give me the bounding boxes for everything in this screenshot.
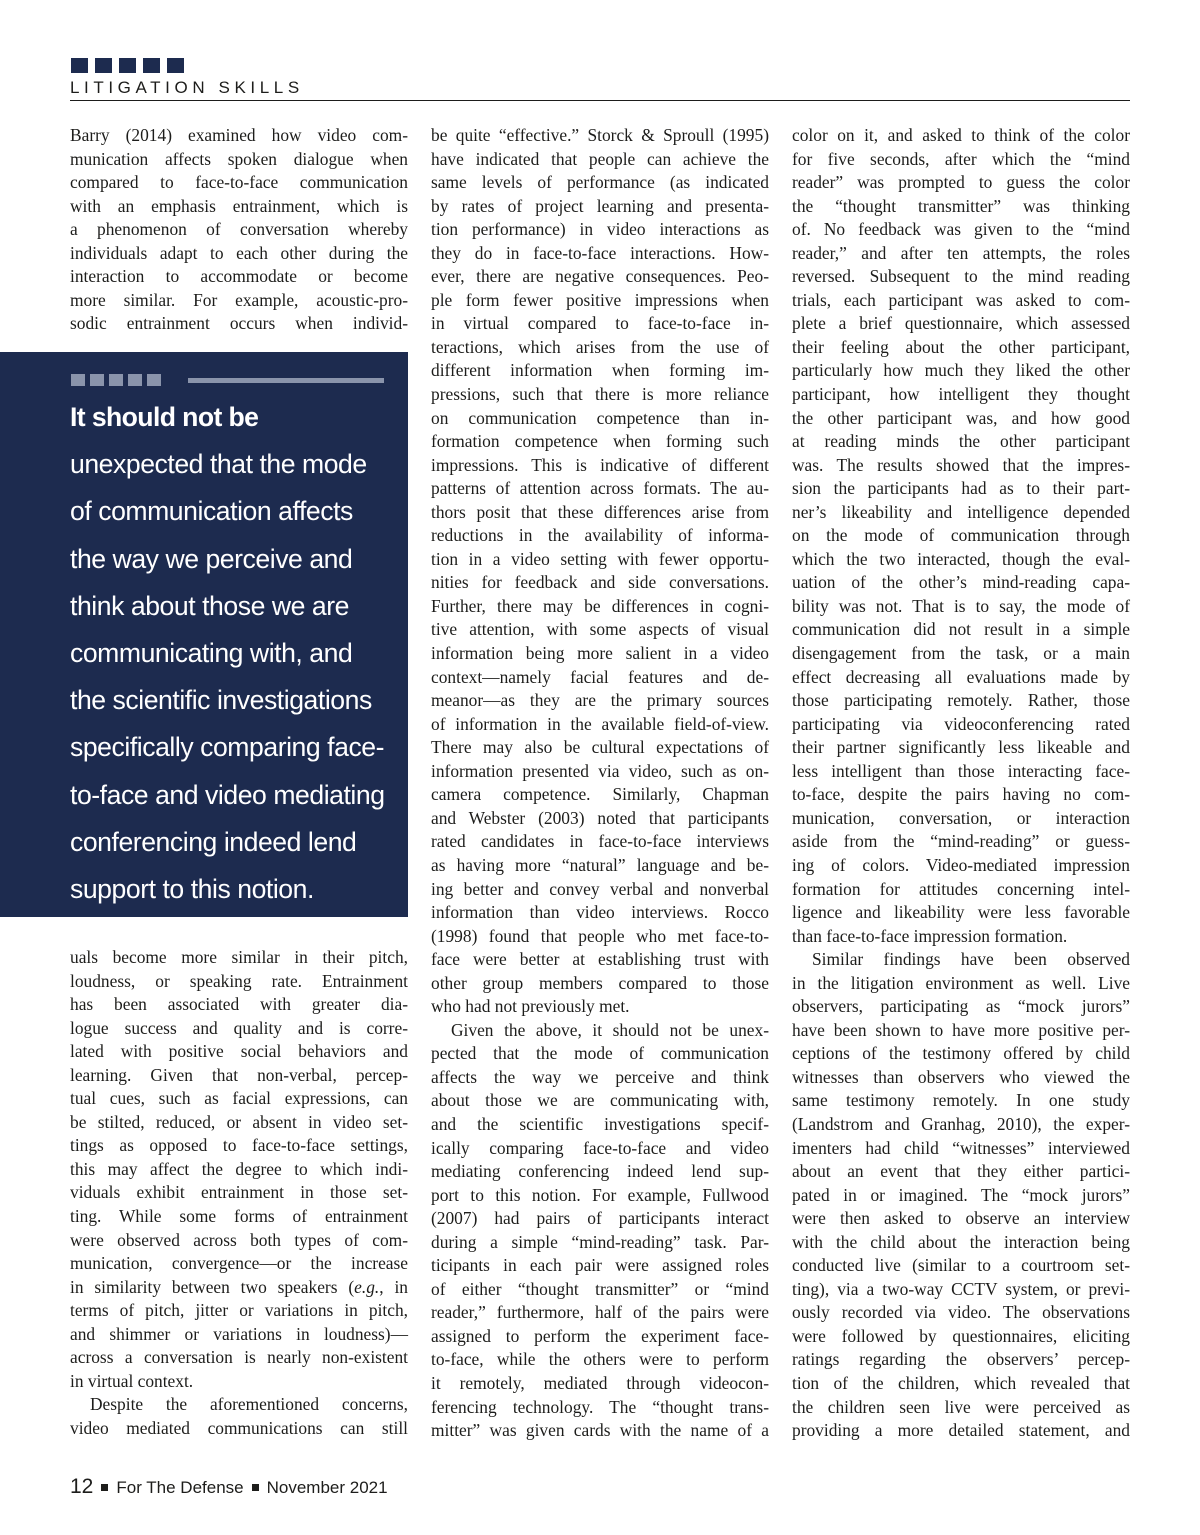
- text-line: who had not previously met.: [431, 996, 630, 1017]
- text-line: ting. While some forms of entrainment: [70, 1206, 408, 1227]
- text-line: formation for attitudes concerning intel-: [792, 878, 1130, 899]
- text-line: meanor—as they are the primary sources: [431, 690, 769, 711]
- text-line: disengagement from the task, or a main: [792, 643, 1130, 664]
- text-line: color on it, and asked to think of the color: [792, 125, 1130, 145]
- text-line: by rates of project learning and presenta-: [431, 195, 769, 216]
- text-line: loudness, or speaking rate. Entrainment: [70, 970, 408, 991]
- pull-quote-line: conferencing indeed lend: [70, 826, 357, 857]
- pull-quote-square: [71, 374, 85, 386]
- pull-quote-text: [70, 394, 400, 913]
- text-line: providing a more detailed statement, and: [792, 1420, 1130, 1441]
- text-line: munication, conversation, or interaction: [792, 807, 1130, 828]
- pull-quote-line: communicating with, and: [70, 638, 353, 669]
- text-line: assigned to perform the experiment face-: [431, 1325, 769, 1346]
- text-line: communication did not result in a simple: [792, 619, 1130, 640]
- header-square: [119, 58, 136, 73]
- text-line: viduals exhibit entrainment in those set-: [70, 1182, 408, 1203]
- text-line: a phenomenon of conversation whereby: [70, 219, 408, 240]
- text-line: effect decreasing all evaluations made by: [792, 666, 1130, 687]
- header-square: [95, 58, 112, 73]
- text-line: more similar. For example, acoustic-pro-: [70, 289, 408, 310]
- text-line: face were better at establishing trust with: [431, 949, 769, 970]
- text-line: on communication competence than in-: [431, 407, 769, 428]
- page-number: 12: [70, 1475, 94, 1498]
- pull-quote-line: the scientific investigations: [70, 685, 372, 716]
- text-line: reversed. Subsequent to the mind reading: [792, 266, 1130, 287]
- text-line: tual cues, such as facial expressions, can: [70, 1088, 408, 1109]
- text-line: reader,” and after ten attempts, the roles: [792, 242, 1130, 263]
- text-line: about an event that they either partici-: [792, 1161, 1130, 1182]
- text-line: other group members compared to those: [431, 972, 769, 993]
- text-line: about those we are communicating with,: [431, 1090, 769, 1111]
- text-line: ratings regarding the observers’ percep-: [792, 1349, 1130, 1370]
- text-line: (Landstrom and Granhag, 2010), the exper-: [792, 1113, 1130, 1134]
- text-line: have indicated that people can achieve the: [431, 148, 769, 169]
- text-line: was. The results showed that the impres-: [792, 454, 1130, 475]
- bullet-separator: [101, 1484, 108, 1491]
- text-line: has been associated with greater dia-: [70, 994, 408, 1015]
- text-line: sion the participants had as to their part-: [792, 478, 1130, 499]
- text-line: ically comparing face-to-face and video: [431, 1137, 769, 1158]
- text-line: and the scientific investigations specif-: [431, 1113, 769, 1134]
- text-line: be stilted, reduced, or absent in video set-: [70, 1111, 408, 1132]
- text-line: of either “thought transmitter” or “mind: [431, 1278, 769, 1299]
- text-line: formation competence when forming such: [431, 431, 769, 452]
- pull-quote-line: unexpected that the mode: [70, 449, 367, 480]
- text-line: Given the above, it should not be unex-: [451, 1019, 769, 1040]
- text-line: compared to face-to-face communication: [70, 172, 408, 193]
- text-line: imenters had child “witnesses” interviewed: [792, 1137, 1130, 1158]
- text-line: information presented via video, such as on-: [431, 760, 769, 781]
- text-line: sodic entrainment occurs when individ-: [70, 313, 408, 334]
- text-line: ously recorded via video. The observations: [792, 1302, 1130, 1323]
- text-line: at reading minds the other participant: [792, 431, 1130, 452]
- text-line: same levels of performance (as indicated: [431, 172, 769, 193]
- text-line: rated candidates in face-to-face interviews: [431, 831, 769, 852]
- text-line: ferencing technology. The “thought trans-: [431, 1396, 769, 1417]
- pull-quote-lead: It should not be: [70, 402, 259, 432]
- text-line: reader” was prompted to guess the color: [792, 172, 1130, 193]
- text-line: information being more salient in a video: [431, 643, 769, 664]
- text-line: learning. Given that non-verbal, percep-: [70, 1064, 408, 1085]
- pull-quote-rule: [188, 378, 384, 383]
- text-line: and Webster (2003) noted that participants: [431, 807, 769, 828]
- text-line: munication, convergence—or the increase: [70, 1253, 408, 1274]
- header-square: [167, 58, 184, 73]
- text-line: conducted live (similar to a courtroom set-: [792, 1255, 1130, 1276]
- page-footer: [70, 1475, 388, 1499]
- text-line: participant, how intelligent they thought: [792, 384, 1130, 405]
- text-line: across a conversation is nearly non-existent: [70, 1347, 408, 1368]
- text-line: pected that the mode of communication: [431, 1043, 769, 1064]
- publication-name: For The Defense: [116, 1478, 244, 1497]
- text-line: tion performance) in video interactions as: [431, 219, 769, 240]
- text-line: munication affects spoken dialogue when: [70, 148, 408, 169]
- text-line: bility was not. That is to say, the mode of: [792, 595, 1130, 616]
- text-line: plete a brief questionnaire, which assessed: [792, 313, 1130, 334]
- text-line: and shimmer or variations in loudness)—: [70, 1323, 408, 1344]
- text-line: aside from the “mind-reading” or guess-: [792, 831, 1130, 852]
- header-square: [71, 58, 88, 73]
- pull-quote-line: to-face and video mediating: [70, 779, 385, 810]
- text-line: context—namely facial features and de-: [431, 666, 769, 687]
- text-line: Barry (2014) examined how video com-: [70, 125, 408, 145]
- pull-quote-line: think about those we are: [70, 590, 349, 621]
- text-line: the other participant was, and how good: [792, 407, 1130, 428]
- text-line: than face-to-face impression formation.: [792, 925, 1068, 946]
- text-line: to-face, despite the pairs having no com-: [792, 784, 1130, 805]
- text-line: reader,” furthermore, half of the pairs were: [431, 1302, 769, 1323]
- issue-date: November 2021: [266, 1478, 388, 1497]
- pull-quote-square: [128, 374, 142, 386]
- text-line: pressions, such that there is more reliance: [431, 384, 769, 405]
- text-line: ple form fewer positive impressions when: [431, 289, 769, 310]
- text-line: for five seconds, after which the “mind: [792, 148, 1130, 169]
- text-line: of. No feedback was given to the “mind: [792, 219, 1130, 240]
- text-line: with an emphasis entrainment, which is: [70, 195, 408, 216]
- text-line: tive attention, with some aspects of visual: [431, 619, 769, 640]
- text-line: tion in a video setting with fewer opportu-: [431, 548, 769, 569]
- text-line: during a simple “mind-reading” task. Par-: [431, 1231, 769, 1252]
- bullet-separator: [252, 1484, 259, 1491]
- text-line: to-face, while the others were to perform: [431, 1349, 769, 1370]
- text-line: pated in or imagined. The “mock jurors”: [792, 1184, 1130, 1205]
- pull-quote-line: the way we perceive and: [70, 543, 353, 574]
- text-line: (1998) found that people who met face-to-: [431, 925, 769, 946]
- text-line: Despite the aforementioned concerns,: [90, 1394, 408, 1415]
- text-line: port to this notion. For example, Fullwood: [431, 1184, 769, 1205]
- text-line: be quite “effective.” Storck & Sproull (1995): [431, 125, 769, 145]
- column-3-text: [792, 124, 1130, 1443]
- text-line: tion of the children, which revealed that: [792, 1372, 1130, 1393]
- text-line: Further, there may be differences in cogni-: [431, 595, 769, 616]
- text-line: those participating remotely. Rather, those: [792, 690, 1130, 711]
- pull-quote-square: [147, 374, 161, 386]
- section-title: LITIGATION SKILLS: [70, 78, 304, 97]
- pull-quote-square: [90, 374, 104, 386]
- text-line: trials, each participant was asked to com-: [792, 289, 1130, 310]
- text-line: video mediated communications can still: [70, 1417, 408, 1438]
- text-line: in similarity between two speakers (e.g., in: [70, 1276, 408, 1297]
- text-line: same testimony remotely. In one study: [792, 1090, 1130, 1111]
- text-line: ticipants in each pair were assigned roles: [431, 1255, 769, 1276]
- text-line: reductions in the availability of informa-: [431, 525, 769, 546]
- text-line: with the child about the interaction being: [792, 1231, 1130, 1252]
- text-line: which the two interacted, though the eval-: [792, 548, 1130, 569]
- text-line: interaction to accommodate or become: [70, 266, 408, 287]
- text-line: There may also be cultural expectations of: [431, 737, 769, 758]
- text-line: this may affect the degree to which indi-: [70, 1158, 408, 1179]
- text-line: (2007) had pairs of participants interact: [431, 1208, 769, 1229]
- text-line: teractions, which arises from the use of: [431, 336, 769, 357]
- column-1-top-text: [70, 124, 408, 336]
- text-line: logue success and quality and is corre-: [70, 1017, 408, 1038]
- pull-quote-box: [0, 352, 408, 917]
- pull-quote-line: support to this notion.: [70, 874, 314, 905]
- text-line: impressions. This is indicative of different: [431, 454, 769, 475]
- text-line: different information when forming im-: [431, 360, 769, 381]
- text-line: uation of the other’s mind-reading capa-: [792, 572, 1130, 593]
- text-line: camera competence. Similarly, Chapman: [431, 784, 769, 805]
- text-line: mitter” was given cards with the name of a: [431, 1420, 769, 1441]
- text-line: ligence and likeability were less favorable: [792, 902, 1130, 923]
- text-line: ceptions of the testimony offered by child: [792, 1043, 1130, 1064]
- text-line: Similar findings have been observed: [812, 949, 1130, 970]
- text-line: ing better and convey verbal and nonverbal: [431, 878, 769, 899]
- section-squares: [71, 58, 184, 73]
- header-square: [143, 58, 160, 73]
- text-line: tings as opposed to face-to-face settings,: [70, 1135, 408, 1156]
- text-line: their feeling about the other participant,: [792, 336, 1130, 357]
- text-line: in virtual context.: [70, 1370, 194, 1391]
- text-line: affects the way we perceive and think: [431, 1066, 769, 1087]
- text-line: were followed by questionnaires, eliciting: [792, 1325, 1130, 1346]
- text-line: the “thought transmitter” was thinking: [792, 195, 1130, 216]
- text-line: in virtual compared to face-to-face in-: [431, 313, 769, 334]
- text-line: individuals adapt to each other during the: [70, 242, 408, 263]
- text-line: lated with positive social behaviors and: [70, 1041, 408, 1062]
- text-line: ting), via a two-way CCTV system, or previ-: [792, 1278, 1130, 1299]
- text-line: the children seen live were perceived as: [792, 1396, 1130, 1417]
- header-rule: [70, 100, 1130, 101]
- column-1-bottom-text: [70, 946, 408, 1440]
- text-line: in the litigation environment as well. Live: [792, 972, 1130, 993]
- text-line: were observed across both types of com-: [70, 1229, 408, 1250]
- text-line: nities for feedback and side conversations.: [431, 572, 769, 593]
- text-line: on the mode of communication through: [792, 525, 1130, 546]
- text-line: as having more “natural” language and be-: [431, 854, 769, 875]
- text-line: witnesses than observers who viewed the: [792, 1066, 1130, 1087]
- pull-quote-line: of communication affects: [70, 496, 353, 527]
- text-line: terms of pitch, jitter or variations in pitch,: [70, 1300, 408, 1321]
- text-line: have been shown to have more positive per-: [792, 1019, 1130, 1040]
- column-2-text: [431, 124, 769, 1443]
- pull-quote-line: specifically comparing face-: [70, 732, 385, 763]
- text-line: patterns of attention across formats. The au-: [431, 478, 769, 499]
- text-line: thors posit that these differences arise from: [431, 501, 769, 522]
- text-line: mediating conferencing indeed lend sup-: [431, 1161, 769, 1182]
- text-line: information than video interviews. Rocco: [431, 902, 769, 923]
- text-line: participating via videoconferencing rated: [792, 713, 1130, 734]
- text-line: their partner significantly less likeable and: [792, 737, 1130, 758]
- pull-quote-square: [109, 374, 123, 386]
- text-line: uals become more similar in their pitch,: [70, 947, 408, 967]
- text-line: of information in the available field-of-view.: [431, 713, 769, 734]
- pull-quote-squares: [71, 374, 161, 386]
- text-line: ner’s likeability and intelligence depended: [792, 501, 1130, 522]
- text-line: it remotely, mediated through videocon-: [431, 1372, 769, 1393]
- text-line: less intelligent than those interacting face-: [792, 760, 1130, 781]
- text-line: were then asked to observe an interview: [792, 1208, 1130, 1229]
- text-line: observers, participating as “mock jurors”: [792, 996, 1130, 1017]
- text-line: they do in face-to-face interactions. How-: [431, 242, 769, 263]
- text-line: particularly how much they liked the other: [792, 360, 1130, 381]
- text-line: ever, there are negative consequences. Peo-: [431, 266, 769, 287]
- text-line: ing of colors. Video-mediated impression: [792, 854, 1130, 875]
